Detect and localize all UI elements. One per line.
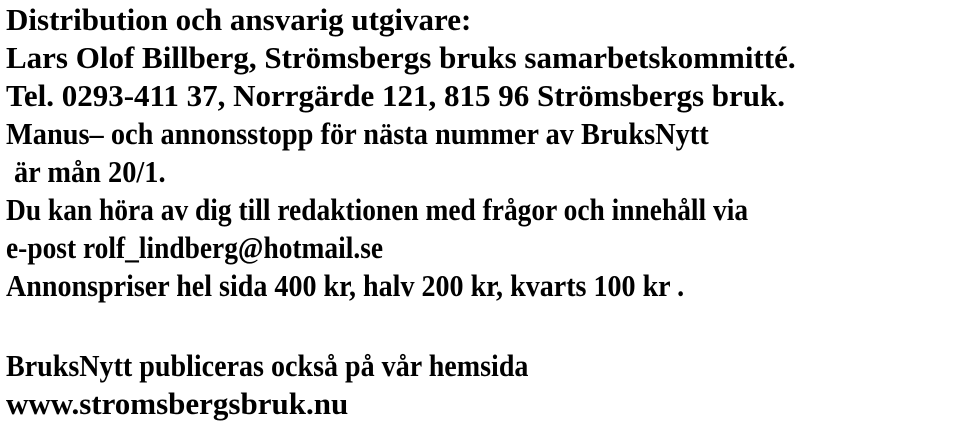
distribution-heading: Distribution och ansvarig utgivare: — [6, 2, 472, 37]
contact-info-line: Du kan höra av dig till redaktionen med frågor och innehåll via — [6, 192, 749, 227]
contact-address-line: Tel. 0293-411 37, Norrgärde 121, 815 96 Strömsbergs bruk. — [6, 78, 785, 113]
publisher-line: Lars Olof Billberg, Strömsbergs bruks samarbetskommitté. — [6, 40, 796, 75]
email-line: e-post rolf_lindberg@hotmail.se — [6, 230, 384, 265]
website-url: www.stromsbergsbruk.nu — [6, 386, 349, 421]
deadline-line: Manus– och annonsstopp för nästa nummer av BruksNytt — [6, 116, 709, 151]
ad-prices-line: Annonspriser hel sida 400 kr, halv 200 kr, kvarts 100 kr . — [6, 268, 685, 303]
deadline-date-line: är mån 20/1. — [14, 154, 166, 189]
website-info-line: BruksNytt publiceras också på vår hemsida — [6, 348, 529, 383]
